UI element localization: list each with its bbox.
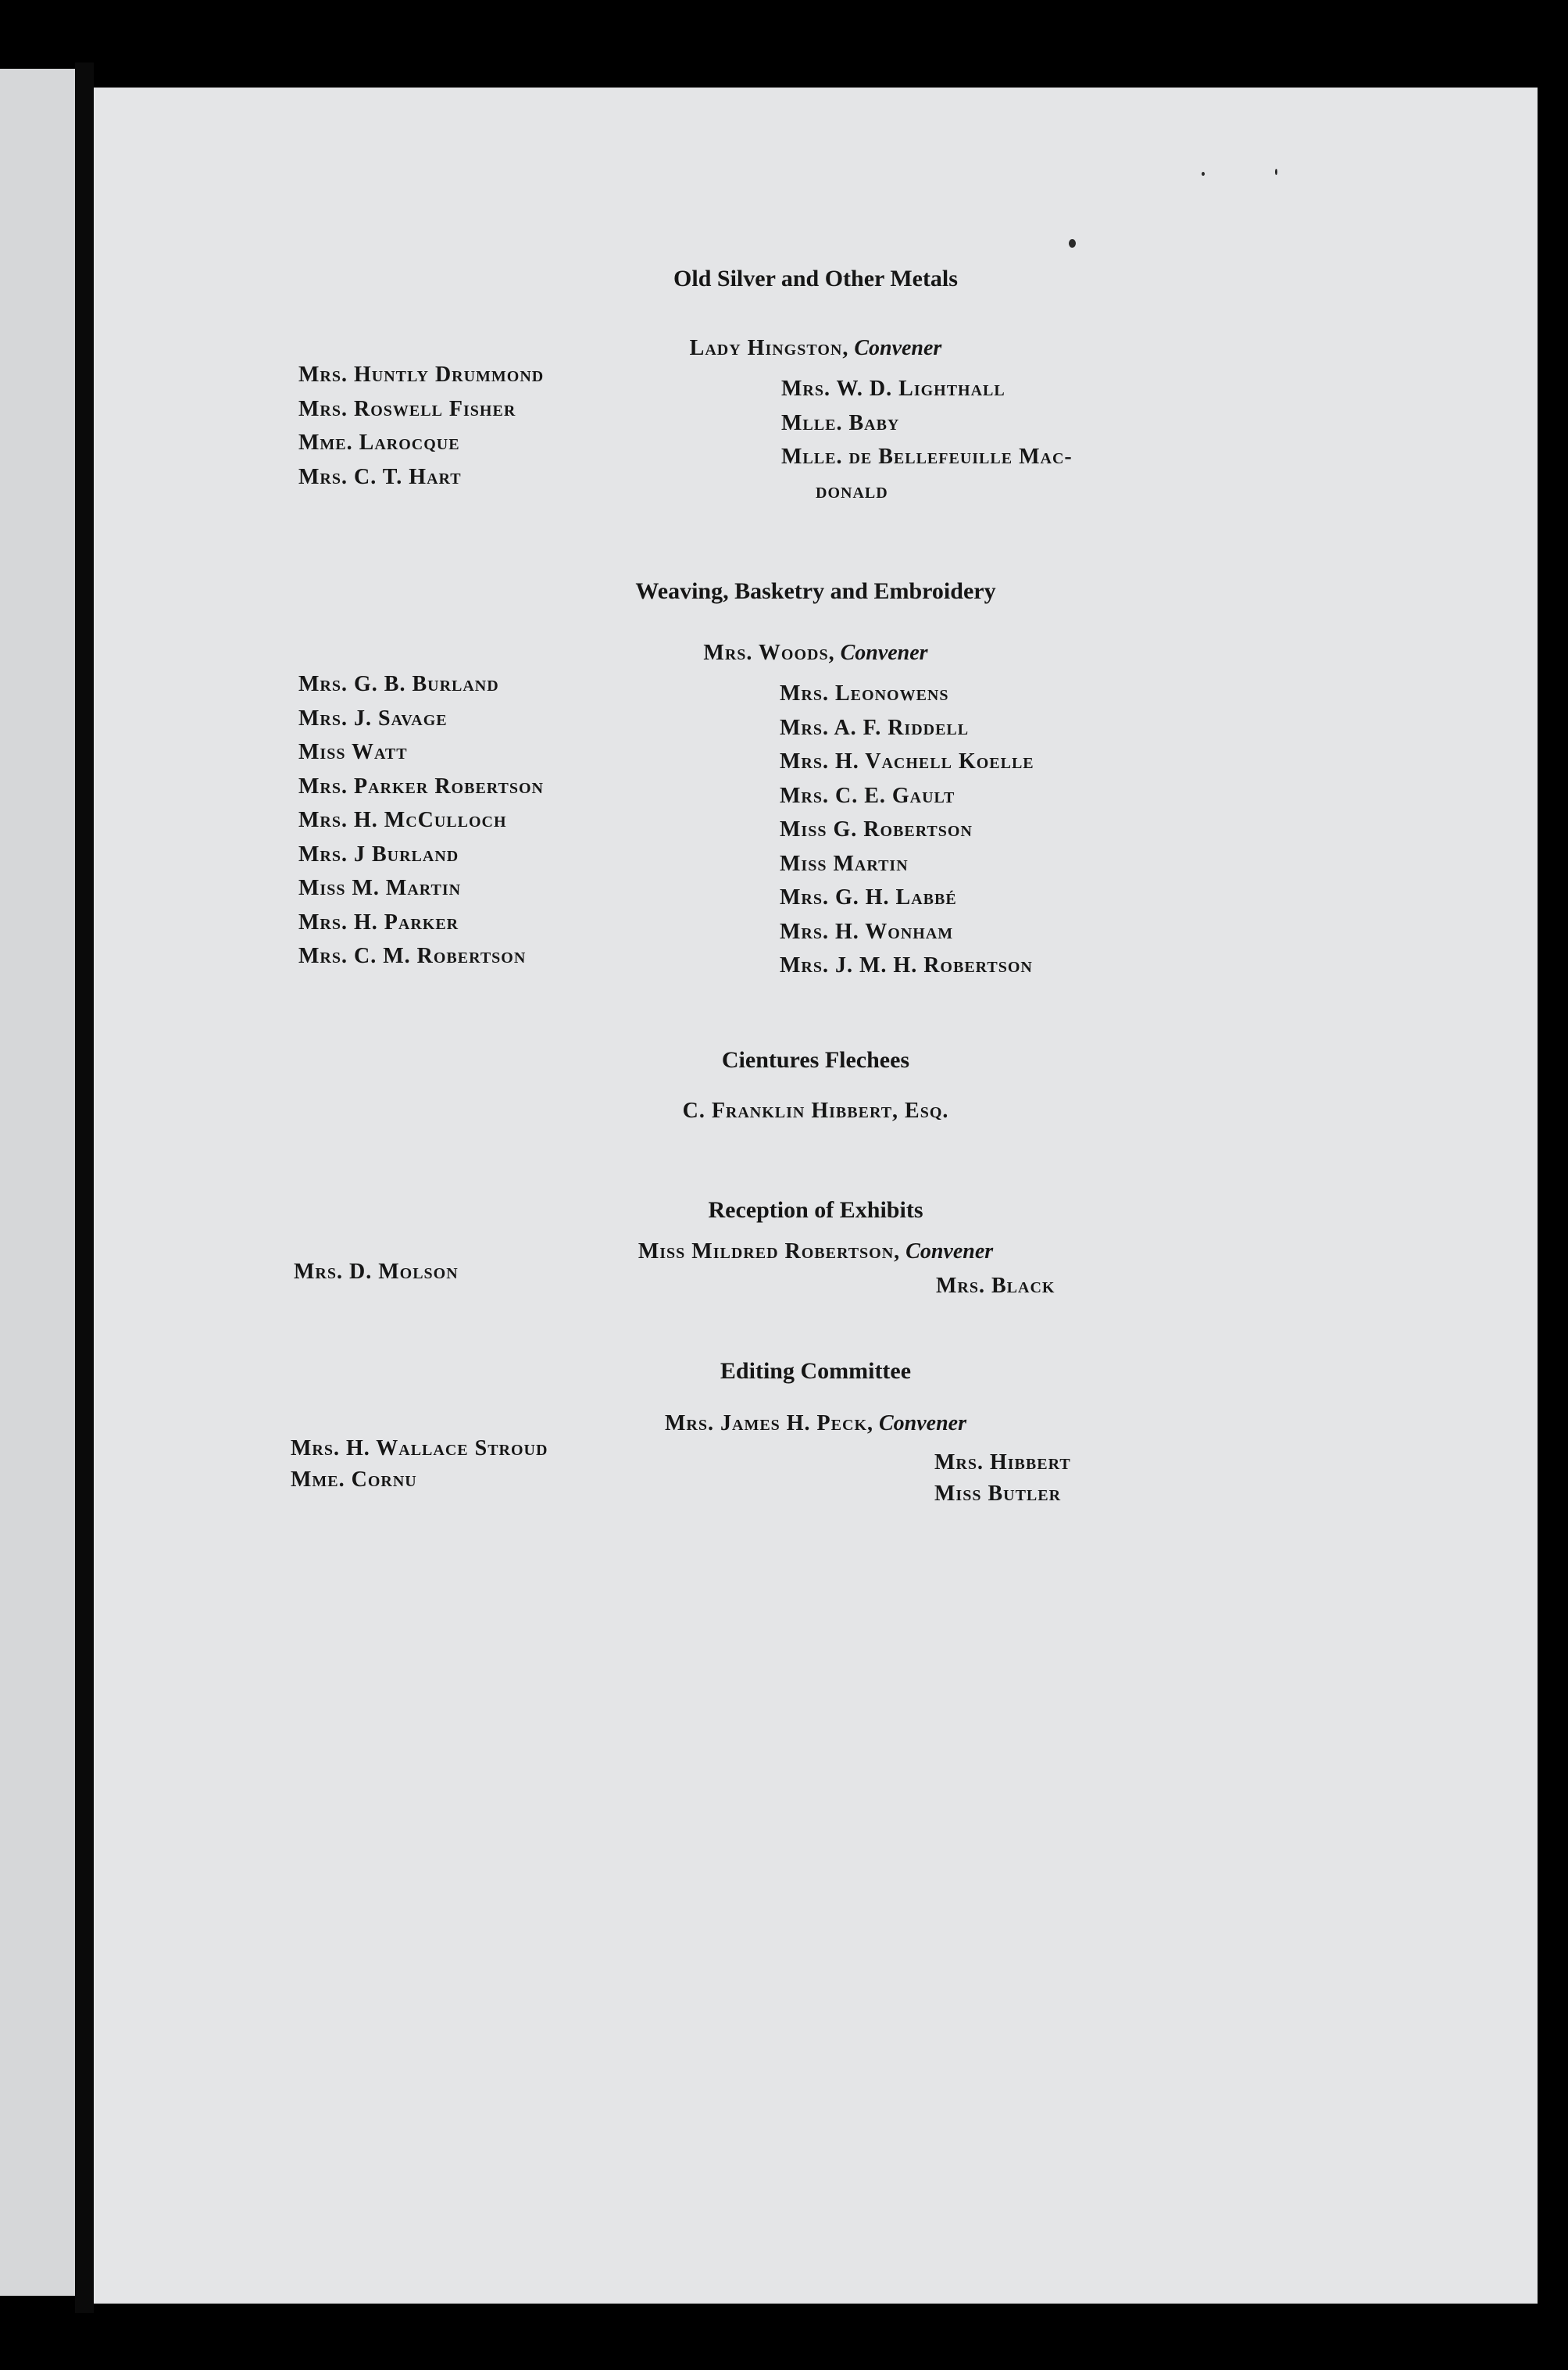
member-name: Mrs. H. McCulloch [298, 808, 507, 832]
member-name: Mrs. G. B. Burland [298, 672, 499, 696]
convener-name: Miss Mildred Robertson, [638, 1239, 901, 1264]
member-name: Miss Martin [780, 851, 909, 876]
convener-line [94, 641, 1538, 666]
member-name: Mme. Cornu [291, 1467, 417, 1492]
convener-role: Convener [840, 641, 928, 665]
member-name: donald [816, 478, 888, 503]
speck [1069, 239, 1076, 248]
member-name: Mrs. H. Parker [298, 910, 459, 935]
convener-role: Convener [879, 1411, 966, 1435]
section-heading: Weaving, Basketry and Embroidery [635, 578, 996, 604]
speck [1202, 172, 1205, 176]
member-name: Mrs. H. Wonham [780, 919, 954, 944]
section-heading: Editing Committee [720, 1358, 912, 1384]
convener-role: Convener [854, 336, 942, 360]
member-name: Miss Butler [934, 1482, 1062, 1506]
page-gutter [75, 63, 94, 2313]
member-name: C. Franklin Hibbert, Esq. [682, 1099, 949, 1123]
member-name: Mrs. G. H. Labbé [780, 885, 957, 910]
member-name: Mrs. Hibbert [934, 1450, 1071, 1475]
member-line [94, 1099, 1538, 1124]
member-name: Mrs. H. Wallace Stroud [291, 1436, 548, 1460]
member-name: Miss M. Martin [298, 876, 462, 900]
member-name: Mrs. J. Savage [298, 706, 448, 731]
member-name: Mrs. C. E. Gault [780, 783, 955, 808]
speck [1275, 169, 1277, 175]
member-name: Mlle. Baby [781, 410, 900, 435]
member-name: Mrs. J. M. H. Robertson [780, 953, 1033, 978]
convener-role: Convener [905, 1239, 994, 1264]
member-name: Mrs. D. Molson [294, 1260, 459, 1284]
member-name: Mme. Larocque [298, 431, 460, 455]
member-list-right [934, 1447, 1071, 1510]
member-name: Mrs. Huntly Drummond [298, 363, 545, 387]
member-name: Mrs. A. F. Riddell [780, 715, 970, 740]
member-name: Mrs. H. Vachell Koelle [780, 749, 1034, 774]
convener-name: Lady Hingston, [689, 336, 849, 360]
member-name: Mlle. de Bellefeuille Mac- [781, 445, 1073, 469]
member-list-right [780, 677, 1034, 983]
member-name: Mrs. Parker Robertson [298, 774, 544, 799]
member-list-right [781, 372, 1073, 508]
member-name: Mrs. C. T. Hart [298, 464, 462, 489]
document-page [94, 88, 1538, 2304]
section-heading: Old Silver and Other Metals [673, 266, 958, 291]
convener-name: Mrs. Woods, [703, 641, 835, 665]
member-name: Mrs. W. D. Lighthall [781, 377, 1005, 401]
member-name: Miss Watt [298, 740, 408, 764]
section-heading: Cientures Flechees [721, 1047, 910, 1073]
member-list-left [298, 667, 544, 974]
member-name: Miss G. Robertson [780, 817, 973, 842]
member-name: Mrs. Black [936, 1274, 1055, 1298]
section-heading: Reception of Exhibits [708, 1197, 923, 1223]
member-name: Mrs. J Burland [298, 842, 459, 867]
member-name: Mrs. Roswell Fisher [298, 396, 516, 421]
member-list-left [291, 1433, 548, 1496]
member-name: Mrs. C. M. Robertson [298, 944, 527, 968]
member-name: Mrs. Leonowens [780, 681, 949, 706]
member-list-left [298, 358, 544, 494]
convener-name: Mrs. James H. Peck, [665, 1411, 873, 1435]
facing-page [0, 69, 75, 2296]
